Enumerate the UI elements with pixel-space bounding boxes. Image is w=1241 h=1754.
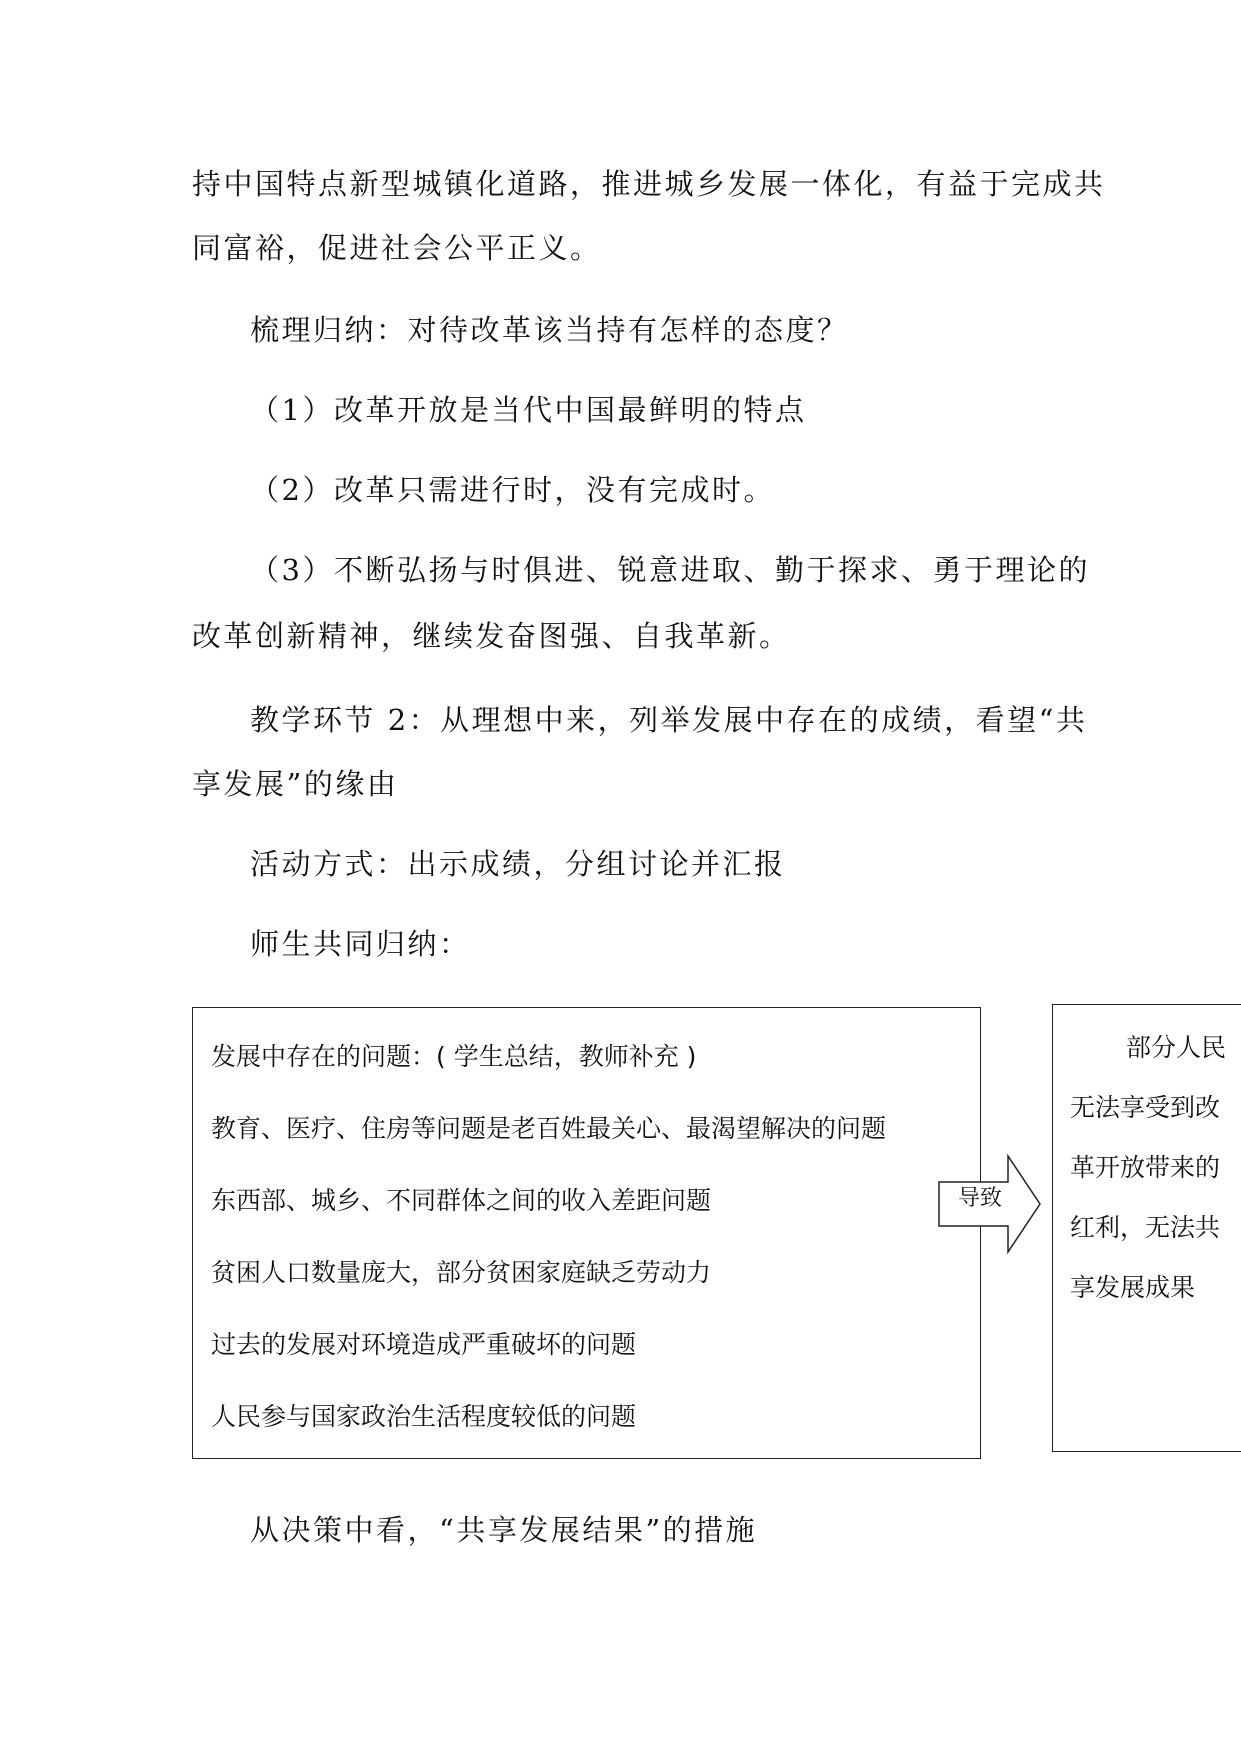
- problems-title: 发展中存在的问题：( 学生总结，教师补充 ): [211, 1042, 697, 1071]
- problem-item: 教育、医疗、住房等问题是老百姓最关心、最渴望解决的问题: [211, 1114, 887, 1143]
- result-line: 享发展成果: [1070, 1273, 1196, 1302]
- arrow-label: 导致: [958, 1186, 1003, 1211]
- paragraph-line: 师生共同归纳：: [250, 927, 471, 961]
- problem-item: 人民参与国家政治生活程度较低的问题: [211, 1402, 637, 1431]
- paragraph-line: 持中国特点新型城镇化道路，推进城乡发展一体化，有益于完成共: [192, 167, 1106, 201]
- problems-diagram: [192, 1004, 1241, 1464]
- list-item: （1）改革开放是当代中国最鲜明的特点: [250, 393, 807, 427]
- list-item: （3）不断弘扬与时俱进、锐意进取、勤于探求、勇于理论的: [250, 553, 1090, 587]
- paragraph-line: 同富裕，促进社会公平正义。: [192, 231, 602, 265]
- paragraph-line: 活动方式：出示成绩，分组讨论并汇报: [250, 847, 786, 881]
- result-line: 部分人民: [1126, 1033, 1227, 1062]
- result-line: 无法享受到改: [1070, 1093, 1221, 1122]
- paragraph-line: 享发展”的缘由: [192, 767, 399, 801]
- section-heading: 教学环节 2：从理想中来，列举发展中存在的成绩，看望“共: [250, 703, 1088, 737]
- result-box: [1052, 1004, 1241, 1452]
- section-heading: 从决策中看，“共享发展结果”的措施: [250, 1513, 758, 1547]
- result-line: 革开放带来的: [1070, 1153, 1221, 1182]
- problem-item: 过去的发展对环境造成严重破坏的问题: [211, 1330, 637, 1359]
- list-item: （2）改革只需进行时，没有完成时。: [250, 473, 775, 507]
- problem-item: 贫困人口数量庞大，部分贫困家庭缺乏劳动力: [211, 1258, 712, 1287]
- paragraph-line: 改革创新精神，继续发奋图强、自我革新。: [192, 619, 791, 653]
- problems-box: [192, 1007, 981, 1459]
- result-line: 红利，无法共: [1070, 1213, 1221, 1242]
- problem-item: 东西部、城乡、不同群体之间的收入差距问题: [211, 1186, 712, 1215]
- section-heading: 梳理归纳：对待改革该当持有怎样的态度？: [250, 313, 849, 347]
